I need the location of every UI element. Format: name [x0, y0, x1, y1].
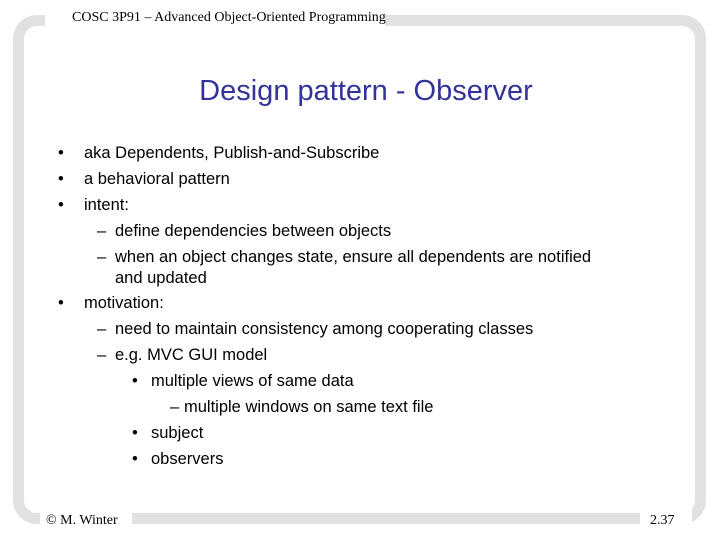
bullet-text: motivation: [84, 294, 164, 312]
bullet-text: intent: [84, 196, 129, 214]
sub-bullet-marker: – [97, 248, 107, 266]
sub-bullet-text: when an object changes state, ensure all dependents are notified [115, 248, 592, 266]
sub-bullet-marker: – [97, 346, 107, 364]
slide-title: Design pattern - Observer [199, 75, 533, 107]
level3-bullet-marker: • [132, 372, 138, 390]
bullet-line [58, 169, 64, 189]
sub-bullet-marker: – [97, 222, 107, 240]
bullet-text: a behavioral pattern [84, 170, 230, 188]
bullet-marker: • [58, 144, 64, 162]
bullet-marker: • [58, 170, 64, 188]
level3-bullet-marker: • [132, 450, 138, 468]
sub-bullet-continuation: and updated [115, 269, 207, 287]
bullet-marker: • [58, 196, 64, 214]
sub-bullet-marker: – [97, 320, 107, 338]
bullet-line [58, 195, 64, 215]
sub-bullet-text: define dependencies between objects [115, 222, 392, 240]
level4-bullet-text: multiple windows on same text file [184, 398, 434, 416]
bullet-marker: • [58, 294, 64, 312]
level3-bullet-text: multiple views of same data [151, 372, 354, 390]
sub-bullet-text: need to maintain consistency among cooperating classes [115, 320, 534, 338]
level3-bullet-text: observers [151, 450, 224, 468]
level4-bullet-marker: – [170, 398, 180, 416]
level3-bullet-text: subject [151, 424, 204, 442]
bullet-text: aka Dependents, Publish-and-Subscribe [84, 144, 380, 162]
page-number: 2.37 [650, 513, 675, 528]
sub-bullet-text: e.g. MVC GUI model [115, 346, 268, 364]
bullet-line [58, 143, 64, 163]
footer-author: © M. Winter [46, 513, 118, 528]
course-header: COSC 3P91 – Advanced Object-Oriented Programming [72, 10, 386, 25]
level3-bullet-marker: • [132, 424, 138, 442]
